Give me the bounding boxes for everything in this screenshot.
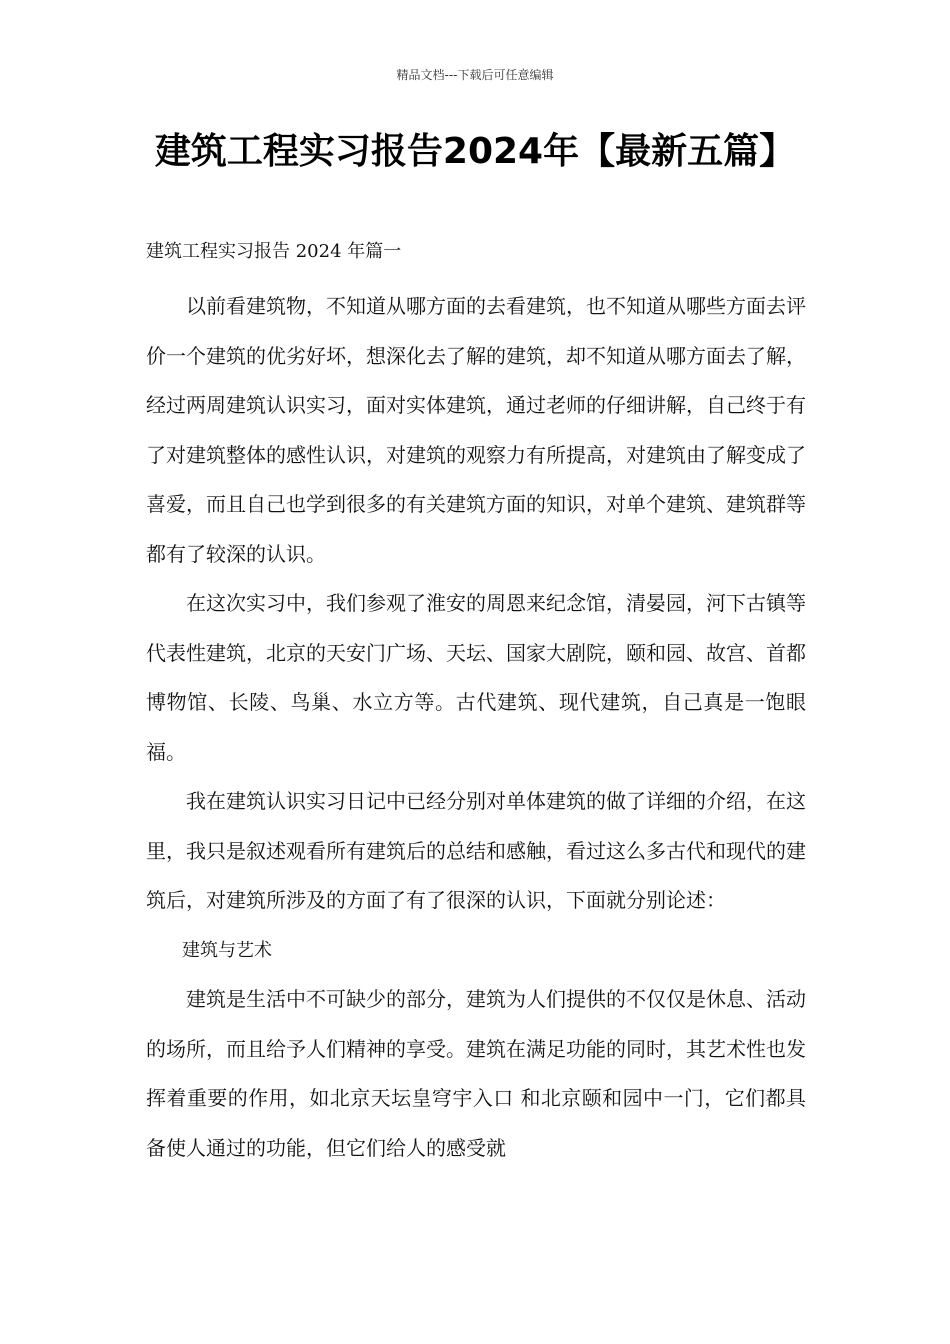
document-title: 建筑工程实习报告2024年【最新五篇】 [154, 131, 796, 172]
paragraph-visits: 在这次实习中，我们参观了淮安的周恩来纪念馆，清晏园，河下古镇等代表性建筑，北京的天安门广场、天坛、国家大剧院，颐和园、故宫、首都博物馆、长陵、鸟巢、水立方等。古代建筑、现代建筑，自己真是一饱眼福。 [146, 591, 806, 764]
header-note: 精品文档---下载后可任意编辑 [396, 68, 554, 82]
document-body [146, 282, 806, 1173]
paragraph-intro: 以前看建筑物，不知道从哪方面的去看建筑，也不知道从哪些方面去评价一个建筑的优劣好坏，想深化去了解的建筑，却不知道从哪方面去了解，经过两周建筑认识实习，面对实体建筑，通过老师的仔细讲解，自己终于有了对建筑整体的感性认识，对建筑的观察力有所提高，对建筑由了解变成了喜爱，而且自己也学到很多的有关建筑方面的知识，对单个建筑、建筑群等都有了较深的认识。 [146, 294, 806, 566]
paragraph-summary: 我在建筑认识实习日记中已经分别对单体建筑的做了详细的介绍，在这里，我只是叙述观看所有建筑后的总结和感触，看过这么多古代和现代的建筑后，对建筑所涉及的方面了有了很深的认识，下面就分别论述： [146, 789, 806, 912]
paragraph-architecture-and-art: 建筑是生活中不可缺少的部分，建筑为人们提供的不仅仅是休息、活动的场所，而且给予人们精神的享受。建筑在满足功能的同时，其艺术性也发挥着重要的作用，如北京天坛皇穹宇入口 和北京颐和园中一门，它们都具备使人通过的功能，但它们给人的感受就 [146, 987, 806, 1160]
section-heading: 建筑工程实习报告 2024 年篇一 [146, 241, 402, 262]
subheading-architecture-and-art: 建筑与艺术 [182, 939, 272, 961]
